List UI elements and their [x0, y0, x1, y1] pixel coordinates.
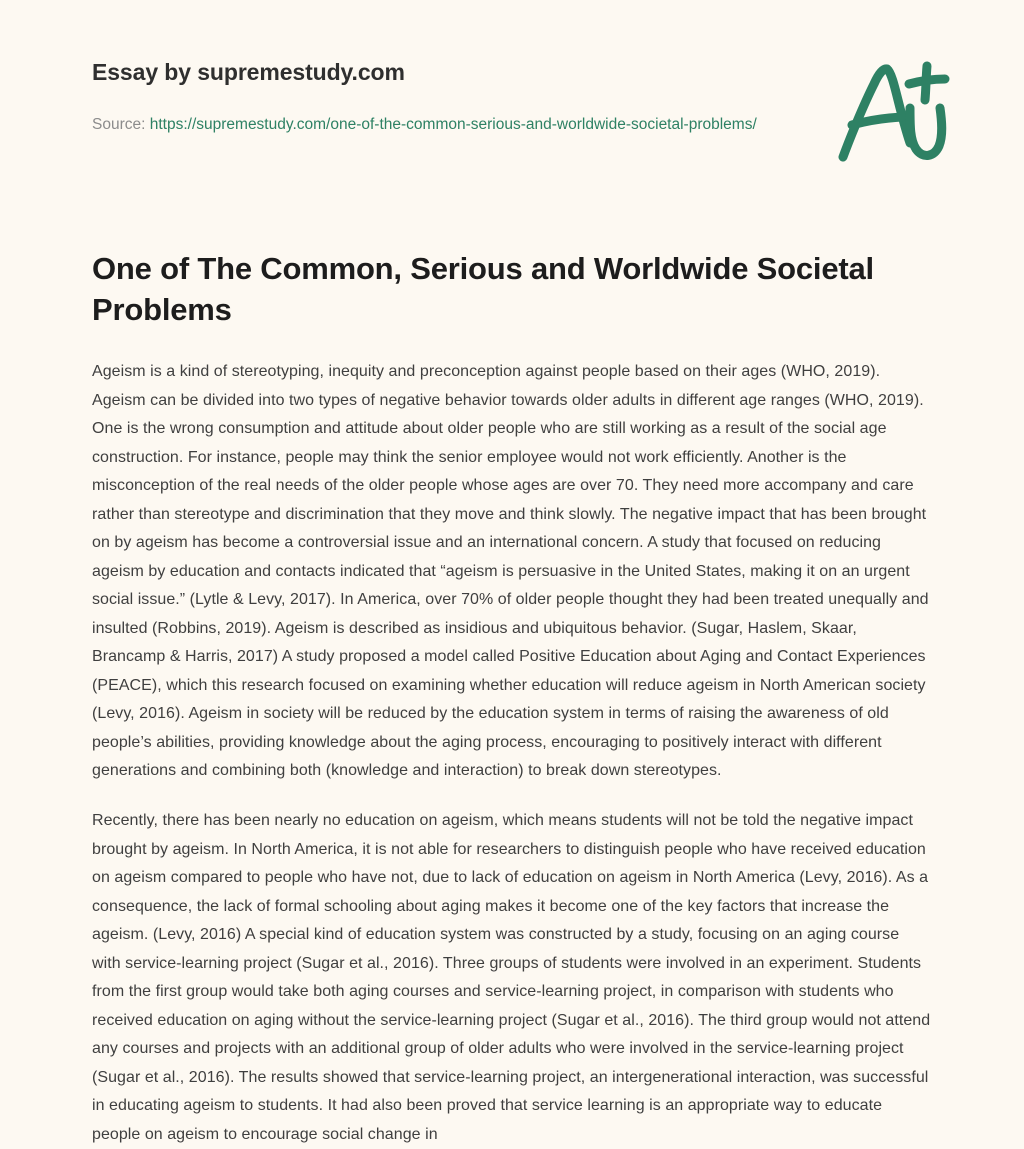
- body-paragraph: Recently, there has been nearly no education on ageism, which means students will not be told the negative impact brought by ageism. In North America, it is not able for researchers to distinguish people who have received education on ageism compared to people who have not, due to lack of education on ageism in North America (Levy, 2016). As a consequence, the lack of formal schooling about aging makes it become one of the key factors that increase the ageism. (Levy, 2016) A special kind of education system was constructed by a study, focusing on an aging course with service-learning project (Sugar et al., 2016). Three groups of students were involved in an experiment. Students from the first group would take both aging courses and service-learning project, in comparison with students who received education on aging without the service-learning project (Sugar et al., 2016). The third group would not attend any courses and projects with an additional group of older adults who were involved in the service-learning project (Sugar et al., 2016). The results showed that service-learning project, an intergenerational interaction, was successful in educating ageism to students. It had also been proved that service learning is an appropriate way to educate people on ageism to encourage social change in: [92, 812, 931, 1143]
- essay-attribution: Essay by supremestudy.com: [92, 59, 405, 85]
- page-title: One of The Common, Serious and Worldwide Societal Problems: [92, 251, 874, 328]
- source-label: Source:: [92, 115, 146, 133]
- document-body: [92, 358, 932, 1149]
- body-paragraph: Ageism is a kind of stereotyping, inequity and preconception against people based on their ages (WHO, 2019). Ageism can be divided into two types of negative behavior towards older adults in different age ranges (WHO, 2019). One is the wrong consumption and attitude about older people who are still working as a result of the social age construction. For instance, people may think the senior employee would not work efficiently. Another is the misconception of the real needs of the older people whose ages are over 70. They need more accompany and care rather than stereotype and discrimination that they move and think slowly. The negative impact that has been brought on by ageism has become a controversial issue and an international concern. A study that focused on reducing ageism by education and contacts indicated that “ageism is persuasive in the United States, making it on an urgent social issue.” (Lytle & Levy, 2017). In America, over 70% of older people thought they had been treated unequally and insulted (Robbins, 2019). Ageism is described as insidious and ubiquitous behavior. (Sugar, Haslem, Skaar, Brancamp & Harris, 2017) A study proposed a model called Positive Education about Aging and Contact Experiences (PEACE), which this research focused on examining whether education will reduce ageism in North American society (Levy, 2016). Ageism in society will be reduced by the education system in terms of raising the awareness of old people’s abilities, providing knowledge about the aging process, encouraging to positively interact with different generations and combining both (knowledge and interaction) to break down stereotypes.: [92, 363, 929, 779]
- a-plus-logo-icon: [830, 58, 952, 170]
- source-line: [92, 112, 782, 137]
- document-header: [0, 0, 1024, 200]
- source-url-link[interactable]: https://supremestudy.com/one-of-the-common-serious-and-worldwide-societal-problems/: [149, 115, 757, 133]
